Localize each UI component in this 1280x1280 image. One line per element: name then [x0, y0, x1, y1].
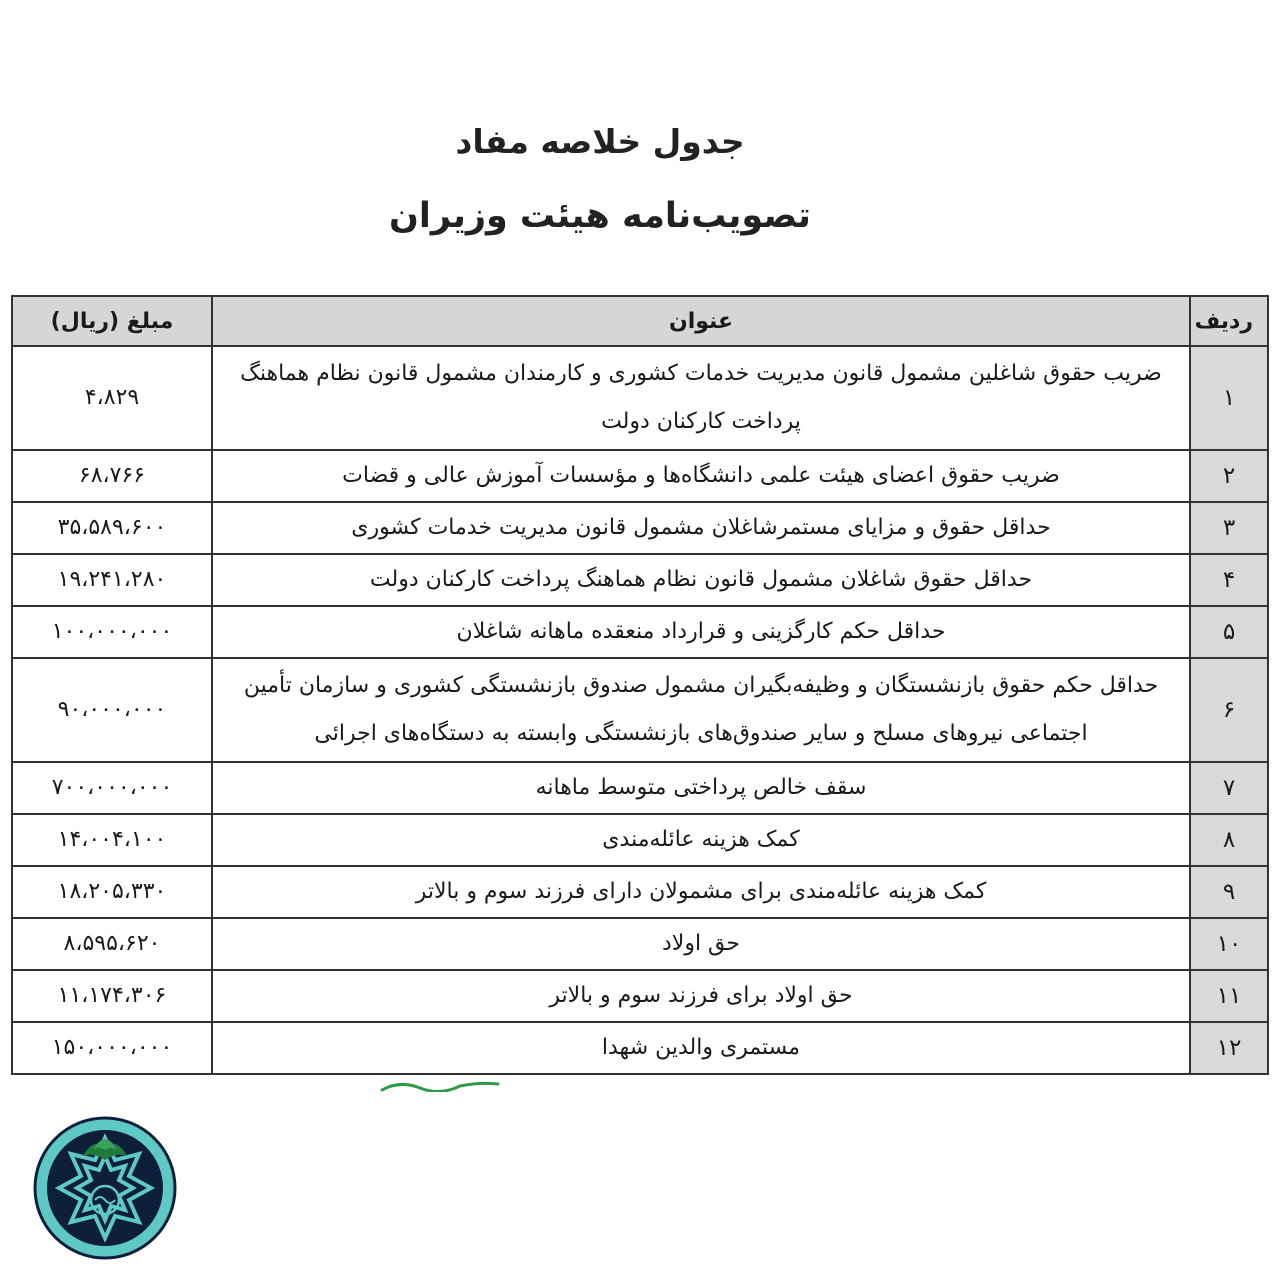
row-number: ۴	[1190, 554, 1268, 606]
row-number: ۲	[1190, 450, 1268, 502]
column-header-amount: مبلغ (ریال)	[12, 296, 212, 346]
row-amount: ۸،۵۹۵،۶۲۰	[12, 918, 212, 970]
column-header-row: ردیف	[1190, 296, 1268, 346]
green-stroke-mark	[380, 1080, 500, 1092]
row-amount: ۱۴،۰۰۴،۱۰۰	[12, 814, 212, 866]
row-number: ۱	[1190, 346, 1268, 450]
row-number: ۹	[1190, 866, 1268, 918]
row-title: حداقل حکم حقوق بازنشستگان و وظیفه‌بگیران مشمول صندوق بازنشستگی کشوری و سازمان تأمین اجتماعی نیروهای مسلح و سایر صندوق‌های بازنشستگی وابسته به دستگاه‌های اجرائی	[212, 658, 1190, 762]
row-title: ضریب حقوق اعضای هیئت علمی دانشگاه‌ها و مؤسسات آموزش عالی و قضات	[212, 450, 1190, 502]
row-amount: ۷۰۰،۰۰۰،۰۰۰	[12, 762, 212, 814]
row-number: ۱۱	[1190, 970, 1268, 1022]
row-title: کمک هزینه عائله‌مندی برای مشمولان دارای فرزند سوم و بالاتر	[212, 866, 1190, 918]
table-row	[12, 918, 1268, 970]
row-amount: ۴،۸۲۹	[12, 346, 212, 450]
table-row	[12, 554, 1268, 606]
row-number: ۳	[1190, 502, 1268, 554]
table-row	[12, 866, 1268, 918]
row-amount: ۶۸،۷۶۶	[12, 450, 212, 502]
table-row	[12, 1022, 1268, 1074]
table-row	[12, 658, 1268, 762]
row-title: حق اولاد	[212, 918, 1190, 970]
table-row	[12, 762, 1268, 814]
column-header-title: عنوان	[212, 296, 1190, 346]
row-title: ضریب حقوق شاغلین مشمول قانون مدیریت خدمات کشوری و کارمندان مشمول قانون نظام هماهنگ پرداخت کارکنان دولت	[212, 346, 1190, 450]
summary-table	[11, 295, 1269, 1075]
row-title: حداقل حقوق و مزایای مستمرشاغلان مشمول قانون مدیریت خدمات کشوری	[212, 502, 1190, 554]
row-number: ۱۰	[1190, 918, 1268, 970]
row-number: ۶	[1190, 658, 1268, 762]
table-row	[12, 970, 1268, 1022]
row-amount: ۱۱،۱۷۴،۳۰۶	[12, 970, 212, 1022]
page-subtitle: تصویب‌نامه هیئت وزیران	[389, 196, 811, 236]
row-title: کمک هزینه عائله‌مندی	[212, 814, 1190, 866]
emblem-logo-icon	[33, 1116, 177, 1260]
row-title: مستمری والدین شهدا	[212, 1022, 1190, 1074]
table-row	[12, 814, 1268, 866]
row-number: ۱۲	[1190, 1022, 1268, 1074]
row-number: ۸	[1190, 814, 1268, 866]
title-block	[0, 122, 1200, 236]
table-row	[12, 606, 1268, 658]
row-amount: ۱۵۰،۰۰۰،۰۰۰	[12, 1022, 212, 1074]
row-amount: ۳۵،۵۸۹،۶۰۰	[12, 502, 212, 554]
row-amount: ۹۰،۰۰۰،۰۰۰	[12, 658, 212, 762]
row-number: ۵	[1190, 606, 1268, 658]
row-amount: ۱۸،۲۰۵،۳۳۰	[12, 866, 212, 918]
row-amount: ۱۹،۲۴۱،۲۸۰	[12, 554, 212, 606]
row-title: حداقل حکم کارگزینی و قرارداد منعقده ماهانه شاغلان	[212, 606, 1190, 658]
table-row	[12, 450, 1268, 502]
table-header-row	[12, 296, 1268, 346]
table-row	[12, 502, 1268, 554]
table-row	[12, 346, 1268, 450]
row-title: حداقل حقوق شاغلان مشمول قانون نظام هماهنگ پرداخت کارکنان دولت	[212, 554, 1190, 606]
row-number: ۷	[1190, 762, 1268, 814]
row-title: سقف خالص پرداختی متوسط ماهانه	[212, 762, 1190, 814]
page-title: جدول خلاصه مفاد	[455, 122, 745, 161]
row-amount: ۱۰۰،۰۰۰،۰۰۰	[12, 606, 212, 658]
row-title: حق اولاد برای فرزند سوم و بالاتر	[212, 970, 1190, 1022]
